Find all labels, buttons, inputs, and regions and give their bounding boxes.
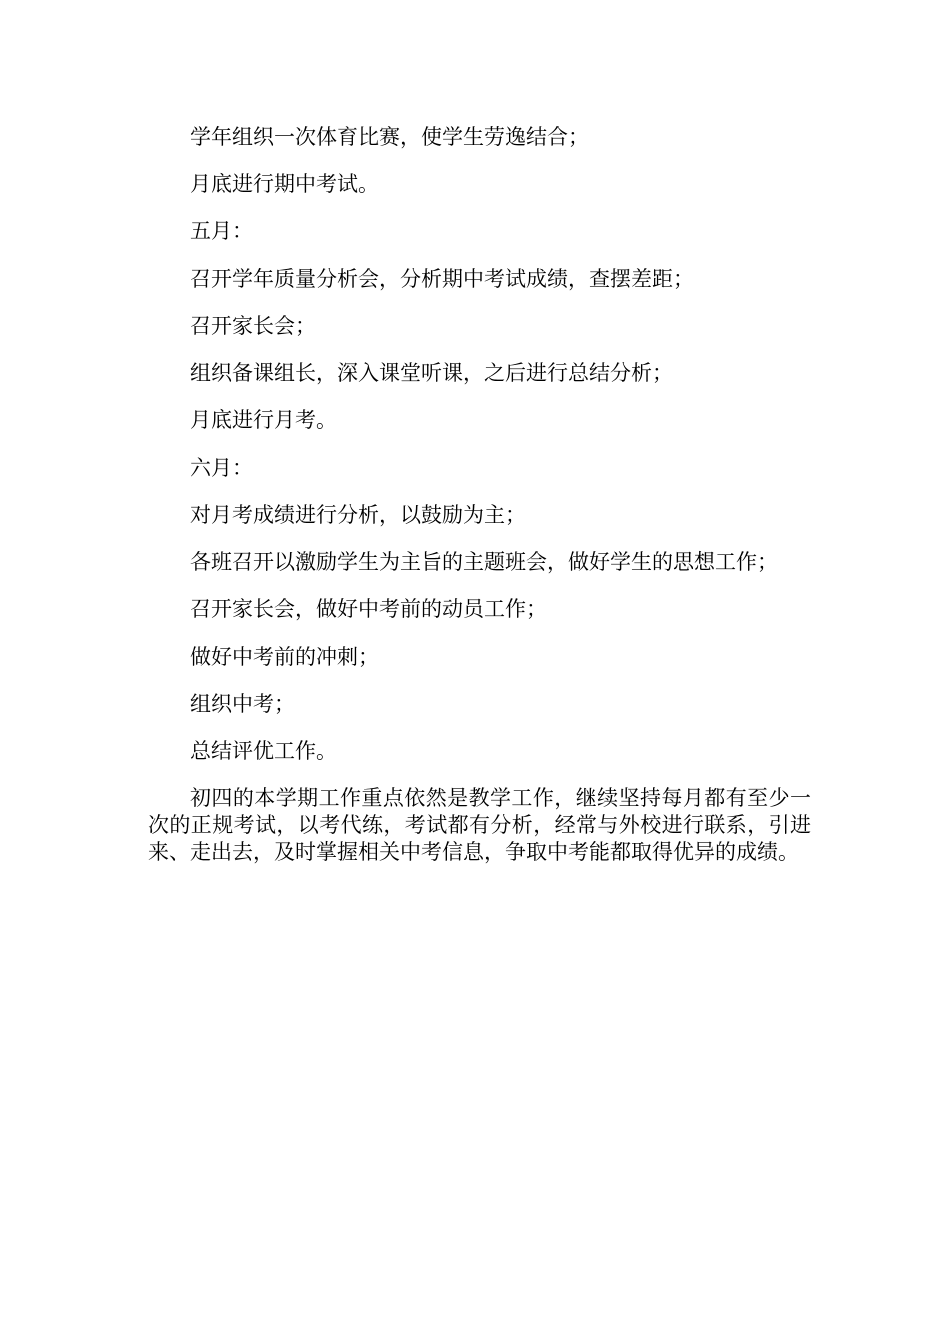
text-line: 召开家长会，做好中考前的动员工作； bbox=[190, 597, 547, 621]
text-line: 组织中考； bbox=[190, 692, 295, 716]
text-line: 对月考成绩进行分析，以鼓励为主； bbox=[190, 503, 526, 527]
text-line: 学年组织一次体育比赛，使学生劳逸结合； bbox=[190, 125, 589, 149]
section-heading-june: 六月： bbox=[190, 456, 253, 480]
summary-paragraph: 初四的本学期工作重点依然是教学工作，继续坚持每月都有至少一次的正规考试，以考代练，考试都有分析，经常与外校进行联系，引进来、走出去，及时掌握相关中考信息，争取中考能都取得优异的成绩。 bbox=[148, 786, 811, 864]
text-line: 做好中考前的冲刺； bbox=[190, 645, 379, 669]
text-line: 总结评优工作。 bbox=[190, 739, 337, 763]
text-line: 月底进行月考。 bbox=[190, 408, 337, 432]
text-line: 月底进行期中考试。 bbox=[190, 172, 379, 196]
section-heading-may: 五月： bbox=[190, 219, 253, 243]
text-line: 召开家长会； bbox=[190, 314, 316, 338]
text-line: 各班召开以激励学生为主旨的主题班会，做好学生的思想工作； bbox=[190, 550, 778, 574]
text-line: 召开学年质量分析会，分析期中考试成绩，查摆差距； bbox=[190, 267, 694, 291]
text-line: 组织备课组长，深入课堂听课，之后进行总结分析； bbox=[190, 361, 673, 385]
